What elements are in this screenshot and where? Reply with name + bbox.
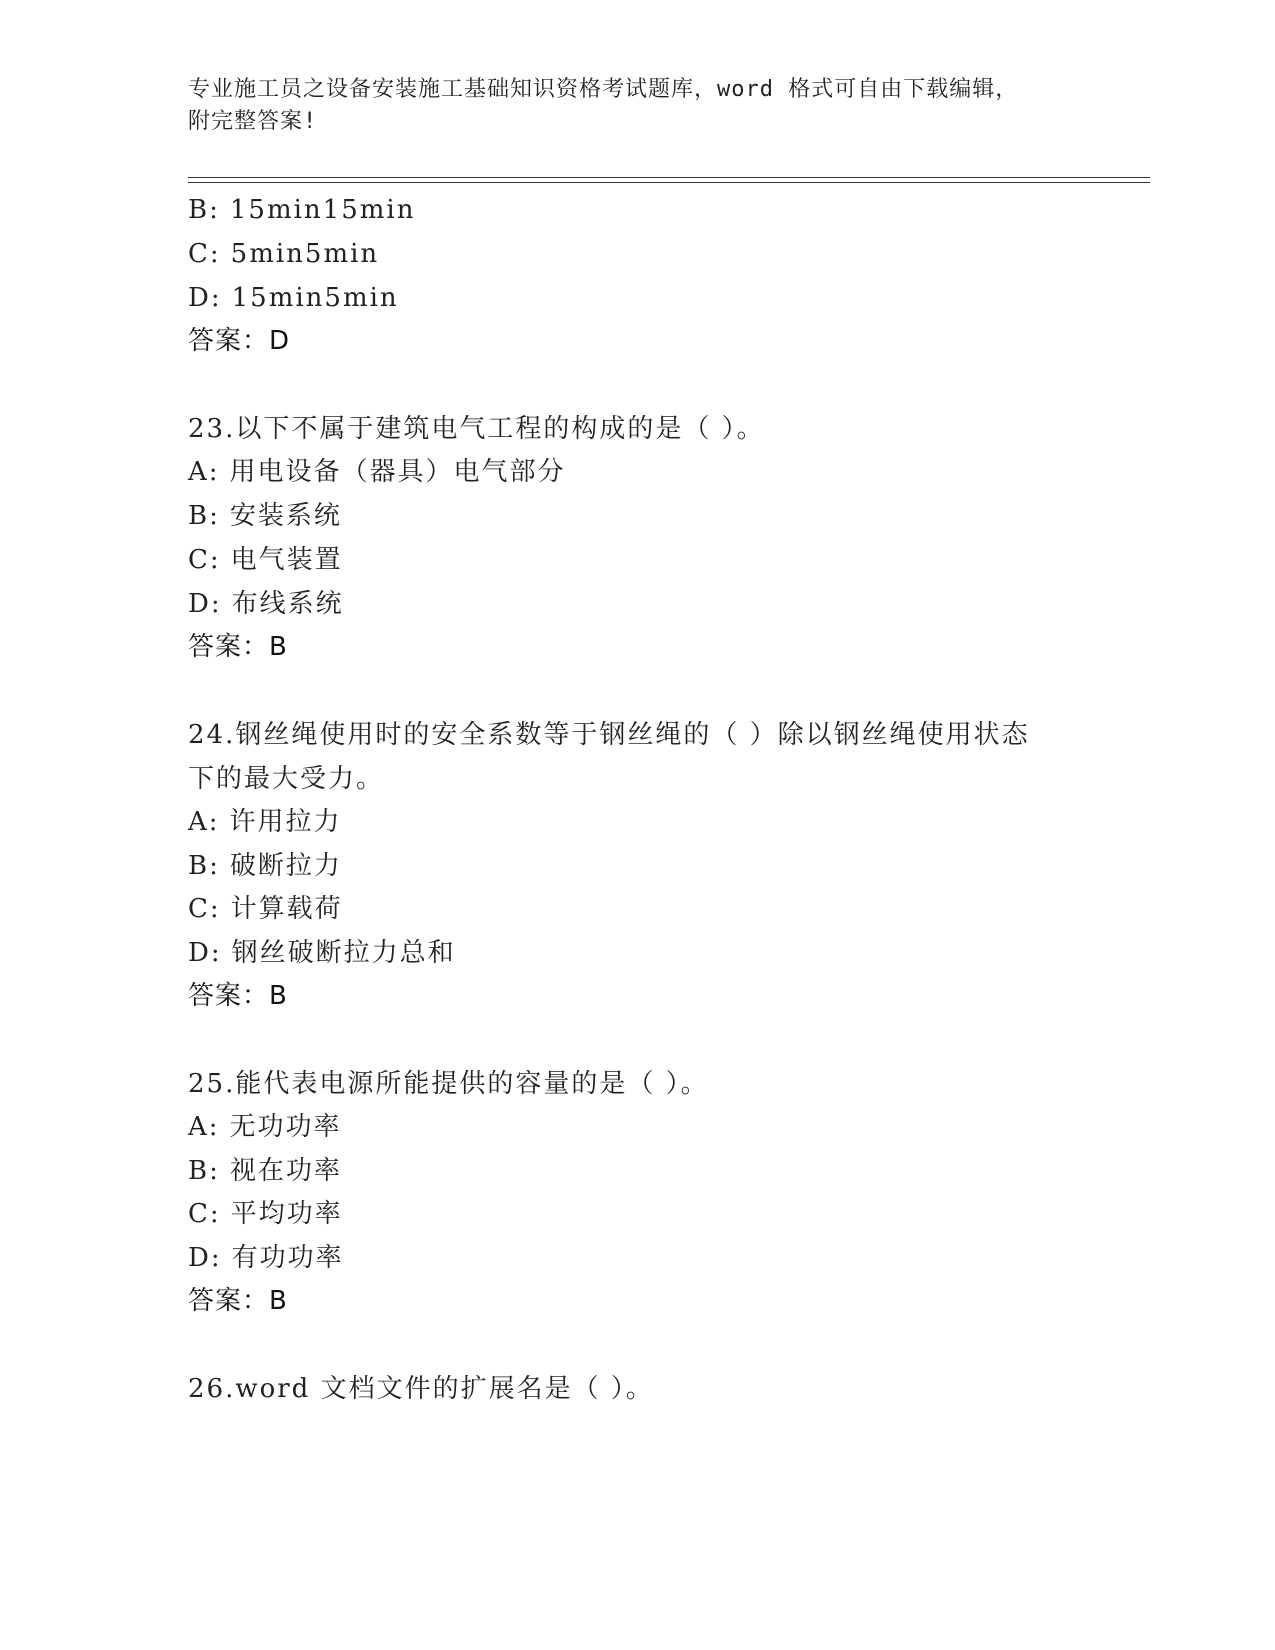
option-text: 有功功率 (231, 1243, 344, 1273)
option-text: 无功功率 (229, 1112, 342, 1142)
q24-option-c (188, 892, 343, 926)
header-line-1: 专业施工员之设备安装施工基础知识资格考试题库，word 格式可自由下载编辑， (188, 77, 1019, 102)
option-text: 钢丝破断拉力总和 (231, 938, 456, 968)
q25-option-c (188, 1197, 343, 1231)
q23-answer: 答案：B (188, 632, 288, 662)
option-label: B: (188, 851, 220, 881)
option-text: 计算载荷 (230, 894, 343, 924)
document-header (188, 74, 1088, 138)
option-label: D: (188, 589, 222, 619)
option-text: 安装系统 (229, 501, 342, 531)
option-text: 平均功率 (230, 1199, 343, 1229)
option-label: A: (188, 807, 220, 837)
q24-answer: 答案：B (188, 981, 288, 1011)
option-text: 视在功率 (229, 1156, 342, 1186)
option-label: C: (188, 239, 221, 269)
q22-answer: 答案：D (188, 326, 291, 356)
q24-option-a (188, 805, 342, 839)
q23-option-d (188, 587, 344, 621)
q25-option-a (188, 1110, 342, 1144)
option-text: 布线系统 (231, 589, 344, 619)
q26-question: 26.word 文档文件的扩展名是（ ）。 (188, 1374, 654, 1404)
option-label: C: (188, 545, 221, 575)
q23-option-c (188, 543, 343, 577)
header-divider-bottom (188, 182, 1150, 183)
q24-option-d (188, 936, 456, 970)
q24-option-b (188, 849, 342, 883)
q22-option-b (188, 193, 415, 227)
header-divider-top (188, 177, 1150, 178)
option-text: 破断拉力 (229, 851, 342, 881)
option-text: 15min5min (231, 283, 399, 313)
q23-option-a (188, 455, 566, 489)
option-label: D: (188, 283, 222, 313)
option-text: 5min5min (230, 239, 380, 269)
q23-option-b (188, 499, 342, 533)
option-text: 电气装置 (230, 545, 343, 575)
option-label: D: (188, 938, 222, 968)
option-label: A: (188, 1112, 220, 1142)
q23-question: 23.以下不属于建筑电气工程的构成的是（ ）。 (188, 414, 765, 444)
q25-option-b (188, 1154, 342, 1188)
q25-option-d (188, 1241, 344, 1275)
option-text: 用电设备（器具）电气部分 (229, 457, 566, 487)
option-label: B: (188, 501, 220, 531)
q25-answer: 答案：B (188, 1286, 288, 1316)
option-label: B: (188, 1156, 220, 1186)
option-text: 15min15min (229, 195, 416, 225)
option-label: B: (188, 195, 220, 225)
q24-question-line-2: 下的最大受力。 (188, 764, 385, 794)
q25-question: 25.能代表电源所能提供的容量的是（ ）。 (188, 1069, 709, 1099)
option-label: C: (188, 1199, 221, 1229)
option-label: D: (188, 1243, 222, 1273)
q24-question-line-1: 24.钢丝绳使用时的安全系数等于钢丝绳的（ ）除以钢丝绳使用状态 (188, 720, 1030, 750)
q22-option-d (188, 281, 399, 315)
q22-option-c (188, 237, 379, 271)
option-label: A: (188, 457, 220, 487)
option-label: C: (188, 894, 221, 924)
header-line-2: 附完整答案! (188, 109, 318, 134)
option-text: 许用拉力 (229, 807, 342, 837)
